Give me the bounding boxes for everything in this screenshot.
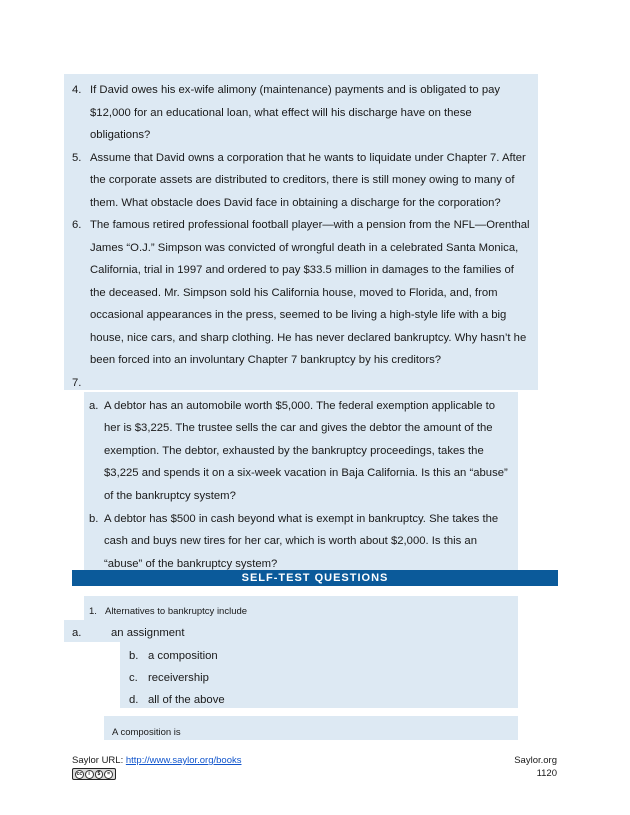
question-number: 6. bbox=[72, 219, 82, 231]
question-text-line: obligations? bbox=[90, 129, 151, 141]
question-text-line: been forced into an involuntary Chapter 7 bankruptcy by his creditors? bbox=[90, 354, 442, 366]
question-text-line: James “O.J.” Simpson was convicted of wrongful death in a celebrated Santa Monica, bbox=[90, 242, 519, 254]
question-text-line: house, nice cars, and sharp clothing. He has never declared bankruptcy. Why hasn’t he bbox=[90, 332, 527, 344]
subitem-text-line: “abuse” of the bankruptcy system? bbox=[104, 558, 278, 570]
creative-commons-badge-icon: cc i $ = bbox=[72, 768, 116, 780]
option-text: an assignment bbox=[111, 627, 185, 639]
subitem-text-line: of the bankruptcy system? bbox=[104, 490, 236, 502]
footer-url-label: Saylor URL: bbox=[72, 755, 126, 766]
subitem-label: a. bbox=[89, 400, 99, 412]
question-text-line: The famous retired professional football player—with a pension from the NFL—Orenthal bbox=[90, 219, 530, 231]
option-label: d. bbox=[129, 694, 139, 706]
subitem-text-line: A debtor has an automobile worth $5,000. The federal exemption applicable to bbox=[104, 400, 496, 412]
footer-url-link[interactable]: http://www.saylor.org/books bbox=[125, 755, 242, 766]
subitem-text-line: $3,225 and spends it on a six-week vacation in Baja California. Is this an “abuse” bbox=[104, 467, 508, 479]
footer-site: Saylor.org bbox=[514, 755, 557, 766]
option-label: a. bbox=[72, 627, 82, 639]
page-number: 1120 bbox=[536, 768, 557, 779]
question-number: 7. bbox=[72, 377, 82, 389]
question-text-line: California, trial in 1997 and ordered to pay $33.5 million in damages to the families of bbox=[90, 264, 514, 276]
question-number: 4. bbox=[72, 84, 82, 96]
option-text: receivership bbox=[148, 672, 209, 684]
question-number: 5. bbox=[72, 152, 82, 164]
option-text: a composition bbox=[148, 650, 218, 662]
selftest-question-text: Alternatives to bankruptcy include bbox=[105, 606, 248, 617]
subitem-label: b. bbox=[89, 513, 99, 525]
question-text-line: them. What obstacle does David face in obtaining a discharge for the corporation? bbox=[90, 197, 501, 209]
option-label: c. bbox=[129, 672, 138, 684]
selftest-question-text: A composition is bbox=[112, 727, 181, 738]
subitem-text-line: cash and buys new tires for her car, which is worth about $2,000. Is this an bbox=[104, 535, 477, 547]
selftest-question-number: 1. bbox=[89, 606, 97, 617]
question-text-line: Assume that David owns a corporation that he wants to liquidate under Chapter 7. After bbox=[90, 152, 526, 164]
subitem-text-line: her is $3,225. The trustee sells the car and gives the debtor the amount of the bbox=[104, 422, 493, 434]
question-text-line: occasional appearances in the press, seemed to be living a high-style life with a big bbox=[90, 309, 507, 321]
question-text-line: If David owes his ex-wife alimony (maintenance) payments and is obligated to pay bbox=[90, 84, 501, 96]
option-text: all of the above bbox=[148, 694, 225, 706]
question-text-line: the corporate assets are distributed to creditors, there is still money owing to many of bbox=[90, 174, 515, 186]
section-title-bar: SELF-TEST QUESTIONS bbox=[72, 570, 558, 586]
option-label: b. bbox=[129, 650, 139, 662]
question-text-line: the deceased. Mr. Simpson sold his California house, moved to Florida, and, from bbox=[90, 287, 498, 299]
footer-source bbox=[72, 755, 242, 767]
question-text-line: $12,000 for an educational loan, what effect will his discharge have on these bbox=[90, 107, 472, 119]
subitem-text-line: A debtor has $500 in cash beyond what is exempt in bankruptcy. She takes the bbox=[104, 513, 499, 525]
subitem-text-line: exemption. The debtor, exhausted by the bankruptcy proceedings, takes the bbox=[104, 445, 484, 457]
